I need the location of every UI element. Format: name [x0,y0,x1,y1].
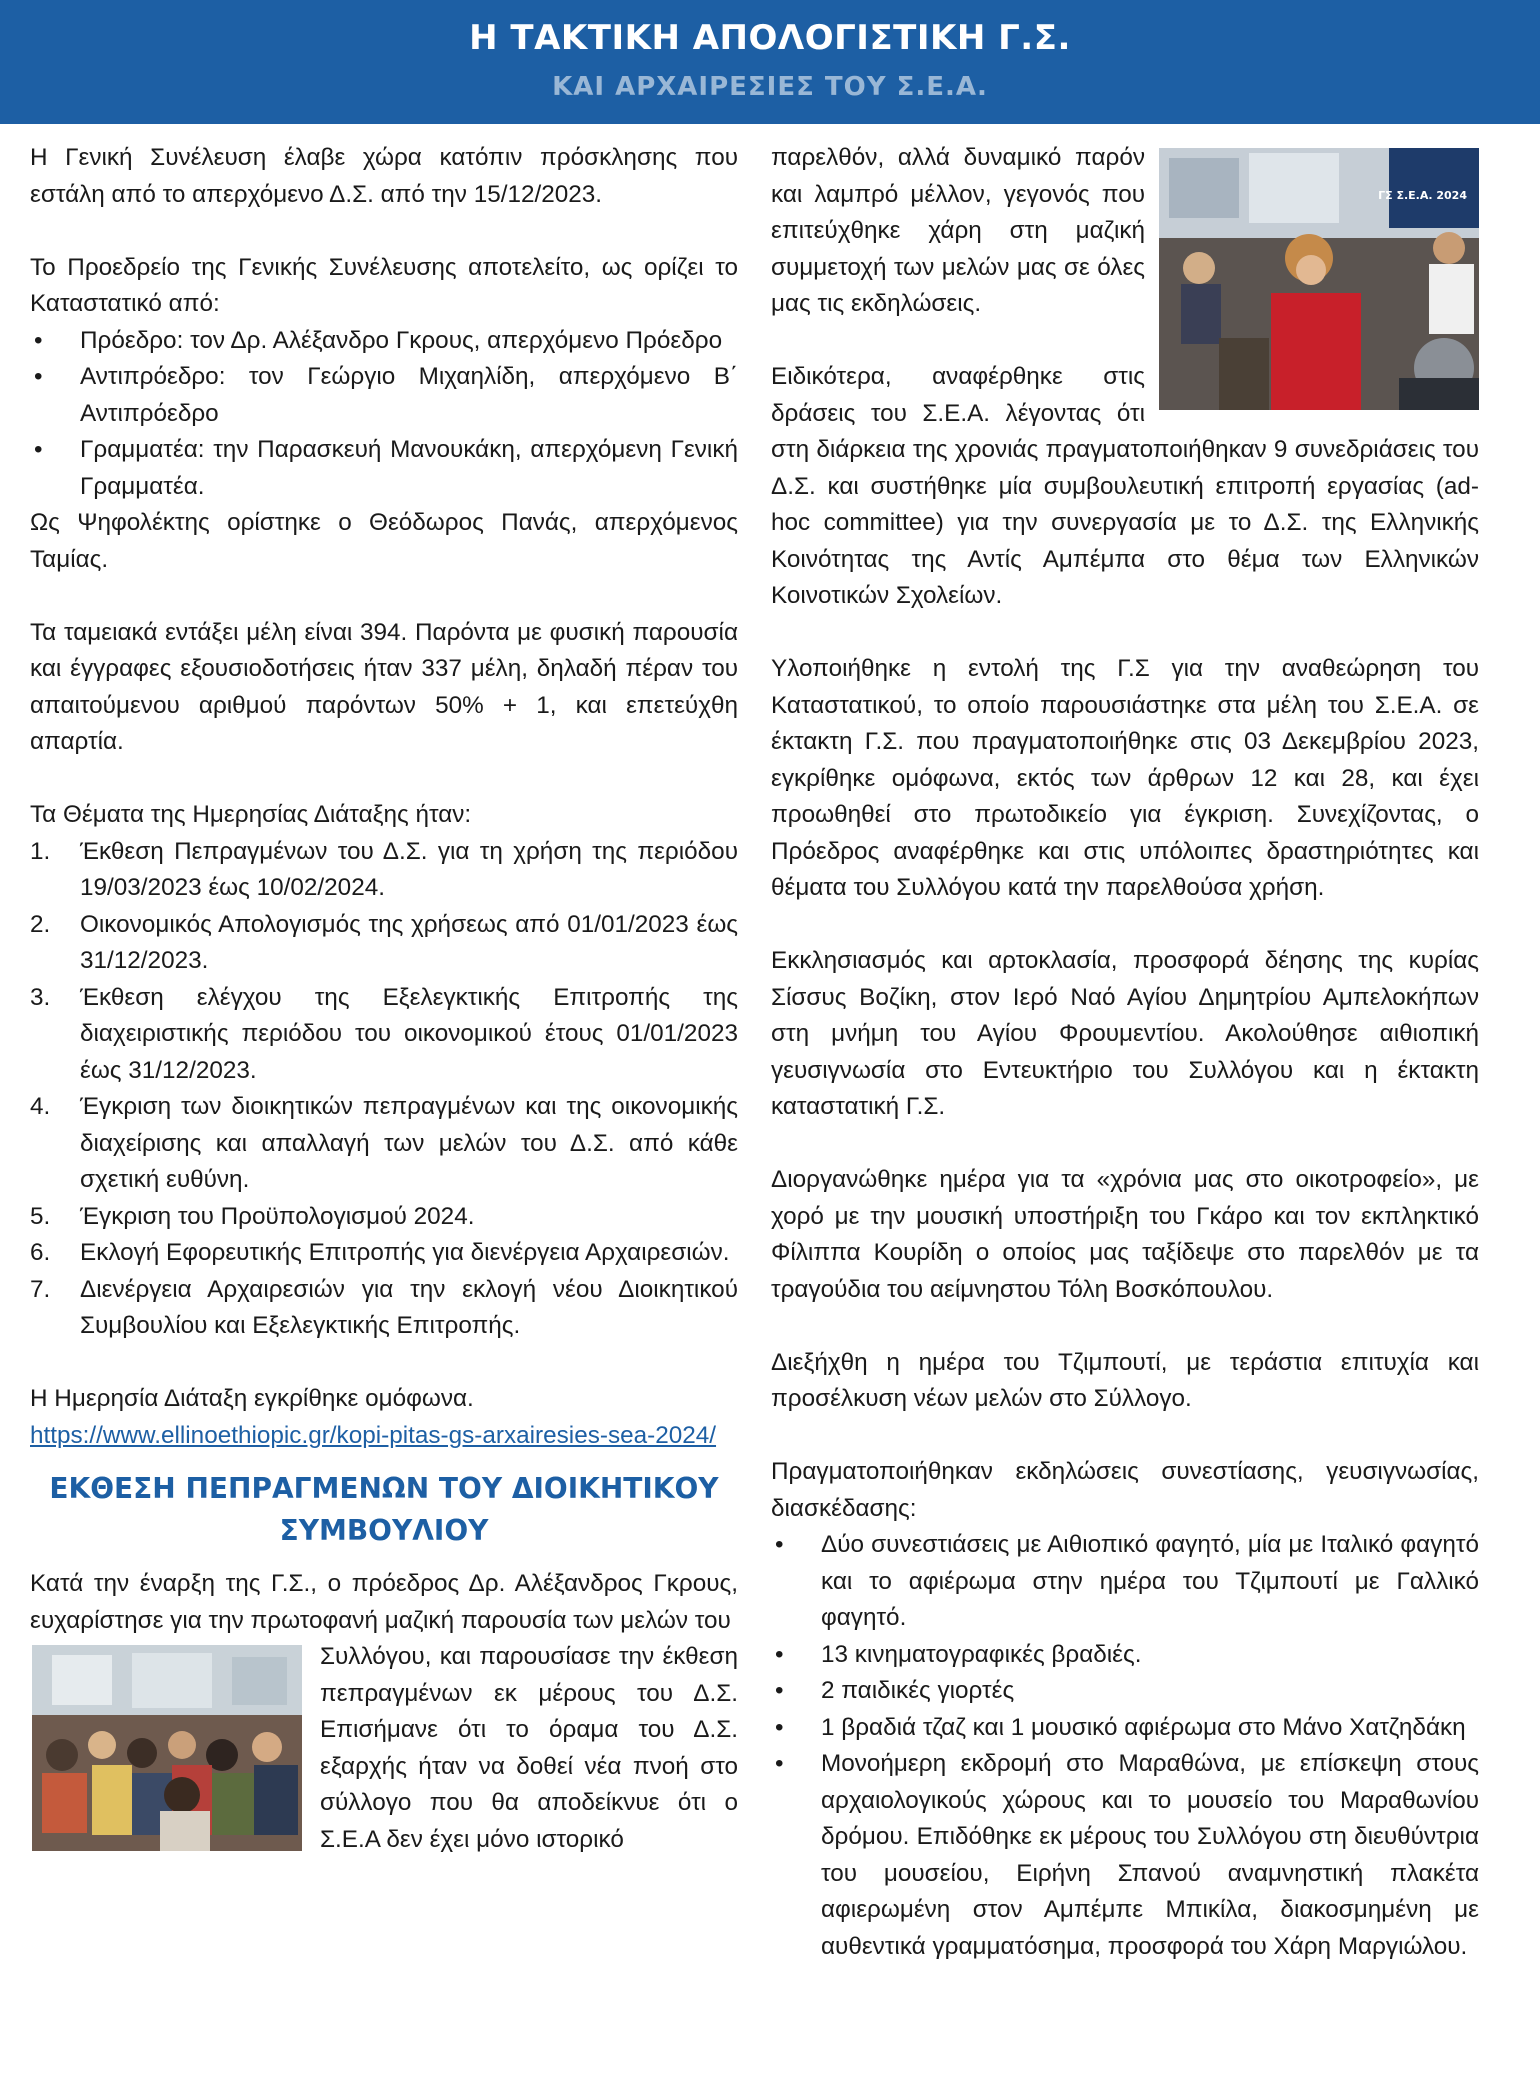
article-link[interactable]: https://www.ellinoethiopic.gr/kopi-pitas-gs-arxairesies-sea-2024/ [30,1421,717,1449]
page-title: Η ΤΑΚΤΙΚΗ ΑΠΟΛΟΓΙΣΤΙΚΗ Γ.Σ. [469,18,1071,58]
list-item: • 2 παιδικές γιορτές [771,1673,1479,1710]
list-item: • 1 βραδιά τζαζ και 1 μουσικό αφιέρωμα στο Μάνο Χατζηδάκη [771,1710,1479,1747]
presidium-list [30,323,738,506]
paragraph-quorum: Τα ταμειακά εντάξει μέλη είναι 394. Παρόντα με φυσική παρουσία και έγγραφες εξουσιοδοτήσεις ήταν 337 μέλη, δηλαδή πέραν του απαιτούμενου αριθμού παρόντων 50% + 1, και επετεύχθη απαρτία. [30,618,738,755]
list-item: • 13 κινηματογραφικές βραδιές. [771,1637,1479,1674]
list-item: • Μονοήμερη εκδρομή στο Μαραθώνα, με επίσκεψη στους αρχαιολογικούς χώρους και το μουσείο του Μαραθωνίου δρόμου. Επιδόθηκε εκ μέρους του Συλλόγου στη διευθύντρια του μουσείου, Ειρήνη Σπανού αναμνηστική πλακέτα αφιερωμένη στον Αμπέμπε Μπικίλα, διακοσμημένη με αυθεντικά γραμματόσημα, προσφορά του Χάρη Μαργιώλου. [771,1746,1479,1965]
paragraph-church: Εκκλησιασμός και αρτοκλασία, προσφορά δέησης της κυρίας Σίσσυς Βοζίκη, στον Ιερό Ναό Αγίου Δημητρίου Αμπελοκήπων στη μνήμη του Αγίου Φρουμεντίου. Ακολούθησε αιθιοπική γευσιγνωσία στο Εντευκτήριο του Συλλόγου και η έκτακτη καταστατική Γ.Σ. [771,947,1479,1120]
paragraph-report: Συλλόγου, και παρουσίασε την έκθεση πεπραγμένων εκ μέρους του Δ.Σ. Επισήμανε ότι το όραμα του Δ.Σ. εξαρχής ήταν να δοθεί νέα πνοή στο σύλλογο που θα αποδείκνυε ότι ο Σ.Ε.Α δεν έχει μόνο ιστορικό [320,1643,738,1853]
section-heading: ΕΚΘΕΣΗ ΠΕΠΡΑΓΜΕΝΩΝ ΤΟΥ ΔΙΟΙΚΗΤΙΚΟΥ ΣΥΜΒΟΥΛΙΟΥ [49,1472,719,1547]
events-list [771,1527,1479,1965]
list-item: 7. Διενέργεια Αρχαιρεσιών για την εκλογή νέου Διοικητικού Συμβουλίου και Εξελεγκτικής Επιτροπής. [30,1275,738,1339]
list-item: 3. Έκθεση ελέγχου της Εξελεγκτικής Επιτροπής της διαχειριστικής περιόδου του οικονομικού έτους 01/01/2023 έως 31/12/2023. [30,983,738,1084]
right-column [771,140,1479,1965]
list-item: • Πρόεδρο: τον Δρ. Αλέξανδρο Γκρους, απερχόμενο Πρόεδρο [30,323,738,360]
list-item: 6. Εκλογή Εφορευτικής Επιτροπής για διενέργεια Αρχαιρεσιών. [30,1239,730,1266]
assembly-photo [32,1645,302,1851]
paragraph-statute: Υλοποιήθηκε η εντολή της Γ.Σ για την αναθεώρηση του Καταστατικού, το οποίο παρουσιάστηκε στα μέλη του Σ.Ε.Α. σε έκτακτη Γ.Σ. που πραγματοποιήθηκε στις 03 Δεκεμβρίου 2023, εγκρίθηκε ομόφωνα, εκτός των άρθρων 12 και 28, και έχει προωθηθεί στο πρωτοδικείο για έγκριση. Συνεχίζοντας, ο Πρόεδρος αναφέρθηκε και στις υπόλοιπες δραστηριότητες και θέματα του Συλλόγου κατά την παρελθούσα χρήση. [771,655,1479,901]
paragraph-actions: Ειδικότερα, αναφέρθηκε στις δράσεις του Σ.Ε.Α. λέγοντας ότι στη διάρκεια της χρονιάς πραγματοποιήθηκαν 9 συνεδριάσεις του Δ.Σ. και συστήθηκε μία συμβουλευτική επιτροπή εργασίας (ad-hoc committee) για την συνεργασία με το Δ.Σ. της Ελληνικής Κοινότητας της Αντίς Αμπέμπα στο θέμα των Ελληνικών Κοινοτικών Σχολείων. [771,363,1479,609]
paragraph-djibouti: Διεξήχθη η ημέρα του Τζιμπουτί, με τεράστια επιτυχία και προσέλκυση νέων μελών στο Σύλλογο. [771,1348,1479,1412]
list-item: • Αντιπρόεδρο: τον Γεώργιο Μιχαηλίδη, απερχόμενο Β΄ Αντιπρόεδρο [30,359,738,432]
list-item: 4. Έγκριση των διοικητικών πεπραγμένων και της οικονομικής διαχείρισης και απαλλαγή των μελών του Δ.Σ. από κάθε σχετική ευθύνη. [30,1093,738,1193]
audience-image [32,1645,302,1851]
list-item: 5. Έγκριση του Προϋπολογισμού 2024. [30,1202,475,1230]
page-subtitle: ΚΑΙ ΑΡΧΑΙΡΕΣΙΕΣ ΤΟΥ Σ.Ε.Α. [552,72,988,102]
photo-caption: ΓΣ Σ.Ε.Α. 2024 [1378,189,1467,202]
list-item: 1. Έκθεση Πεπραγμένων του Δ.Σ. για τη χρήση της περιόδου 19/03/2023 έως 10/02/2024. [30,837,738,901]
left-column [30,140,738,1859]
paragraph-vision: παρελθόν, αλλά δυναμικό παρόν και λαμπρό μέλλον, γεγονός που επιτεύχθηκε χάρη στη μαζική συμμετοχή των μελών μας σε όλες μας τις εκδηλώσεις. [771,144,1145,317]
list-item: 2. Οικονομικός Απολογισμός της χρήσεως από 01/01/2023 έως 31/12/2023. [30,910,738,974]
paragraph-agenda-intro: Τα Θέματα της Ημερησίας Διάταξης ήταν: [30,801,472,828]
paragraph-events: Πραγματοποιήθηκαν εκδηλώσεις συνεστίασης, γευσιγνωσίας, διασκέδασης: [771,1458,1479,1522]
paragraph-boarding: Διοργανώθηκε ημέρα για τα «χρόνια μας στο οικοτροφείο», με χορό με την μουσική υποστήριξη του Γκάρο και τον εκπληκτικό Φίλιππα Κουρίδη ο οποίος μας ταξίδεψε στο παρελθόν με τα τραγούδια του αείμνηστου Τόλη Βοσκόπουλου. [771,1166,1479,1303]
list-item: • Γραμματέα: την Παρασκευή Μανουκάκη, απερχόμενη Γενική Γραμματέα. [30,432,738,505]
agenda-list [30,834,738,1345]
page-header [0,0,1540,124]
paragraph-approved: Η Ημερησία Διάταξη εγκρίθηκε ομόφωνα. [30,1385,474,1412]
paragraph-opening: Κατά την έναρξη της Γ.Σ., ο πρόεδρος Δρ. Αλέξανδρος Γκρους, ευχαρίστησε για την πρωτοφανή μαζική παρουσία των μελών του [30,1570,738,1634]
paragraph-invitation: Η Γενική Συνέλευση έλαβε χώρα κατόπιν πρόσκλησης που εστάλη από το απερχόμενο Δ.Σ. από την 15/12/2023. [30,144,738,208]
list-item: • Δύο συνεστιάσεις με Αιθιοπικό φαγητό, μία με Ιταλικό φαγητό και το αφιέρωμα στην ημέρα του Τζιμπουτί με Γαλλικό φαγητό. [771,1527,1479,1637]
paragraph-teller: Ως Ψηφολέκτης ορίστηκε ο Θεόδωρος Πανάς, απερχόμενος Ταμίας. [30,509,738,573]
event-photo [1159,148,1479,410]
paragraph-presidium: Το Προεδρείο της Γενικής Συνέλευσης αποτελείτο, ως ορίζει το Καταστατικό από: [30,253,738,317]
